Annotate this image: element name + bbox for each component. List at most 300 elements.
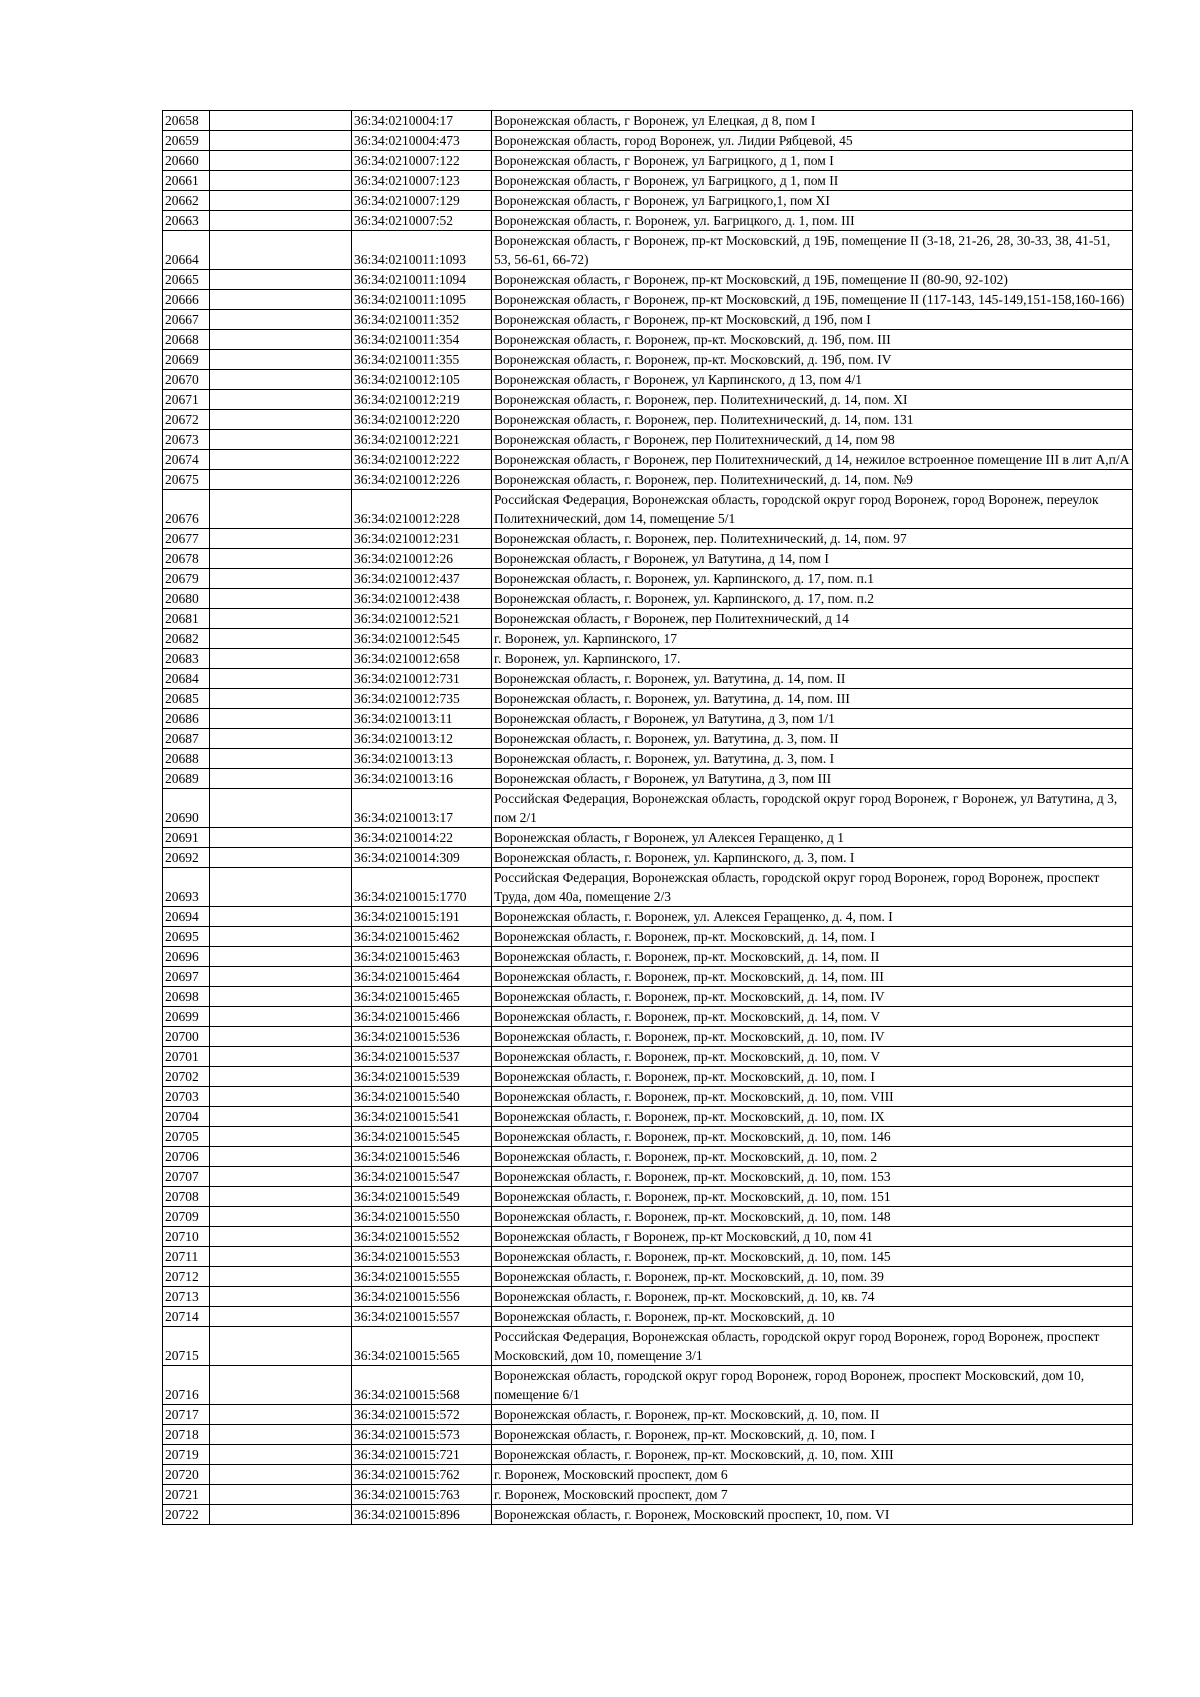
cadastral-number-cell: 36:34:0210013:16: [352, 769, 492, 789]
cadastral-number-cell: 36:34:0210015:462: [352, 927, 492, 947]
table-row: [163, 669, 1133, 689]
cadastral-number-cell: 36:34:0210011:354: [352, 330, 492, 350]
table-row: [163, 1505, 1133, 1525]
row-number-cell: 20706: [163, 1147, 210, 1167]
empty-cell: [210, 1505, 352, 1525]
row-number-cell: 20689: [163, 769, 210, 789]
address-cell: Воронежская область, г. Воронеж, пр-кт. Московский, д. 10, пом. XIII: [492, 1445, 1133, 1465]
row-number-cell: 20713: [163, 1287, 210, 1307]
cadastral-number-cell: 36:34:0210015:565: [352, 1327, 492, 1366]
row-number-cell: 20669: [163, 350, 210, 370]
address-cell: Воронежская область, г. Воронеж, пр-кт. Московский, д. 19б, пом. IV: [492, 350, 1133, 370]
address-cell: Воронежская область, г. Воронеж, пер. Политехнический, д. 14, пом. 131: [492, 410, 1133, 430]
table-row: [163, 828, 1133, 848]
row-number-cell: 20668: [163, 330, 210, 350]
table-row: [163, 549, 1133, 569]
row-number-cell: 20691: [163, 828, 210, 848]
table-row: [163, 450, 1133, 470]
row-number-cell: 20707: [163, 1167, 210, 1187]
cadastral-number-cell: 36:34:0210015:896: [352, 1505, 492, 1525]
row-number-cell: 20718: [163, 1425, 210, 1445]
empty-cell: [210, 330, 352, 350]
row-number-cell: 20699: [163, 1007, 210, 1027]
row-number-cell: 20711: [163, 1247, 210, 1267]
cadastral-number-cell: 36:34:0210013:13: [352, 749, 492, 769]
table-row: [163, 1007, 1133, 1027]
row-number-cell: 20673: [163, 430, 210, 450]
cadastral-number-cell: 36:34:0210015:762: [352, 1465, 492, 1485]
table-row: [163, 927, 1133, 947]
table-row: [163, 1127, 1133, 1147]
table-row: [163, 629, 1133, 649]
row-number-cell: 20677: [163, 529, 210, 549]
cadastral-number-cell: 36:34:0210015:549: [352, 1187, 492, 1207]
table-row: [163, 749, 1133, 769]
cadastral-number-cell: 36:34:0210004:17: [352, 111, 492, 131]
row-number-cell: 20665: [163, 270, 210, 290]
address-cell: Воронежская область, г. Воронеж, пр-кт. Московский, д. 10, пом. 151: [492, 1187, 1133, 1207]
row-number-cell: 20686: [163, 709, 210, 729]
cadastral-number-cell: 36:34:0210012:226: [352, 470, 492, 490]
cadastral-number-cell: 36:34:0210012:221: [352, 430, 492, 450]
empty-cell: [210, 450, 352, 470]
empty-cell: [210, 927, 352, 947]
cadastral-number-cell: 36:34:0210012:222: [352, 450, 492, 470]
table-row: [163, 589, 1133, 609]
cadastral-number-cell: 36:34:0210011:355: [352, 350, 492, 370]
cadastral-number-cell: 36:34:0210012:731: [352, 669, 492, 689]
address-cell: Воронежская область, г. Воронеж, ул. Карпинского, д. 17, пом. п.2: [492, 589, 1133, 609]
table-row: [163, 907, 1133, 927]
empty-cell: [210, 907, 352, 927]
row-number-cell: 20660: [163, 151, 210, 171]
cadastral-number-cell: 36:34:0210013:11: [352, 709, 492, 729]
address-cell: Воронежская область, город Воронеж, ул. Лидии Рябцевой, 45: [492, 131, 1133, 151]
cadastral-number-cell: 36:34:0210015:541: [352, 1107, 492, 1127]
cadastral-number-cell: 36:34:0210015:572: [352, 1405, 492, 1425]
cadastral-number-cell: 36:34:0210015:721: [352, 1445, 492, 1465]
table-row: [163, 330, 1133, 350]
cadastral-number-cell: 36:34:0210012:545: [352, 629, 492, 649]
empty-cell: [210, 1366, 352, 1405]
cadastral-number-cell: 36:34:0210014:22: [352, 828, 492, 848]
table-row: [163, 689, 1133, 709]
table-row: [163, 1147, 1133, 1167]
table-row: [163, 211, 1133, 231]
table-row: [163, 1327, 1133, 1366]
table-row: [163, 1465, 1133, 1485]
empty-cell: [210, 609, 352, 629]
address-cell: Воронежская область, г. Воронеж, ул. Алексея Геращенко, д. 4, пом. I: [492, 907, 1133, 927]
address-cell: Воронежская область, г. Воронеж, ул. Багрицкого, д. 1, пом. III: [492, 211, 1133, 231]
row-number-cell: 20682: [163, 629, 210, 649]
row-number-cell: 20694: [163, 907, 210, 927]
table-row: [163, 1267, 1133, 1287]
table-row: [163, 151, 1133, 171]
cadastral-number-cell: 36:34:0210012:521: [352, 609, 492, 629]
address-cell: Воронежская область, г. Воронеж, пр-кт. Московский, д. 14, пом. I: [492, 927, 1133, 947]
row-number-cell: 20692: [163, 848, 210, 868]
empty-cell: [210, 709, 352, 729]
empty-cell: [210, 231, 352, 270]
address-cell: Российская Федерация, Воронежская область, городской округ город Воронеж, город Воронеж, проспект Труда, дом 40а, помещение 2/3: [492, 868, 1133, 907]
row-number-cell: 20708: [163, 1187, 210, 1207]
empty-cell: [210, 769, 352, 789]
row-number-cell: 20702: [163, 1067, 210, 1087]
cadastral-number-cell: 36:34:0210011:352: [352, 310, 492, 330]
empty-cell: [210, 828, 352, 848]
cadastral-number-cell: 36:34:0210012:219: [352, 390, 492, 410]
cadastral-number-cell: 36:34:0210015:556: [352, 1287, 492, 1307]
cadastral-number-cell: 36:34:0210015:545: [352, 1127, 492, 1147]
table-row: [163, 789, 1133, 828]
cadastral-number-cell: 36:34:0210015:1770: [352, 868, 492, 907]
table-row: [163, 270, 1133, 290]
empty-cell: [210, 290, 352, 310]
cadastral-number-cell: 36:34:0210011:1095: [352, 290, 492, 310]
address-cell: Воронежская область, г. Воронеж, пр-кт. Московский, д. 10, пом. IV: [492, 1027, 1133, 1047]
empty-cell: [210, 191, 352, 211]
table-row: [163, 1027, 1133, 1047]
empty-cell: [210, 848, 352, 868]
table-row: [163, 649, 1133, 669]
table-row: [163, 1107, 1133, 1127]
row-number-cell: 20719: [163, 1445, 210, 1465]
cadastral-number-cell: 36:34:0210012:26: [352, 549, 492, 569]
address-cell: Воронежская область, г Воронеж, пр-кт Московский, д 19Б, помещение II (3-18, 21-26, 28, 30-33, 38, 41-51, 53, 56-61, 66-72): [492, 231, 1133, 270]
address-cell: Воронежская область, г. Воронеж, пр-кт. Московский, д. 10, пом. 39: [492, 1267, 1133, 1287]
empty-cell: [210, 689, 352, 709]
address-cell: г. Воронеж, Московский проспект, дом 6: [492, 1465, 1133, 1485]
address-cell: Воронежская область, г. Воронеж, пр-кт. Московский, д. 10, пом. 148: [492, 1207, 1133, 1227]
row-number-cell: 20716: [163, 1366, 210, 1405]
cadastral-number-cell: 36:34:0210012:231: [352, 529, 492, 549]
empty-cell: [210, 211, 352, 231]
address-cell: Воронежская область, г. Воронеж, пр-кт. Московский, д. 10, пом. IX: [492, 1107, 1133, 1127]
empty-cell: [210, 270, 352, 290]
cadastral-number-cell: 36:34:0210015:568: [352, 1366, 492, 1405]
row-number-cell: 20690: [163, 789, 210, 828]
row-number-cell: 20717: [163, 1405, 210, 1425]
table-row: [163, 1485, 1133, 1505]
cadastral-number-cell: 36:34:0210004:473: [352, 131, 492, 151]
address-cell: Воронежская область, г. Воронеж, ул. Ватутина, д. 14, пом. III: [492, 689, 1133, 709]
address-cell: Воронежская область, г Воронеж, пер Политехнический, д 14, нежилое встроенное помещение III в лит А,п/А: [492, 450, 1133, 470]
empty-cell: [210, 549, 352, 569]
row-number-cell: 20685: [163, 689, 210, 709]
row-number-cell: 20687: [163, 729, 210, 749]
cadastral-number-cell: 36:34:0210012:438: [352, 589, 492, 609]
empty-cell: [210, 729, 352, 749]
cadastral-number-cell: 36:34:0210007:52: [352, 211, 492, 231]
row-number-cell: 20695: [163, 927, 210, 947]
empty-cell: [210, 131, 352, 151]
empty-cell: [210, 1445, 352, 1465]
empty-cell: [210, 1007, 352, 1027]
cadastral-number-cell: 36:34:0210013:12: [352, 729, 492, 749]
table-row: [163, 171, 1133, 191]
empty-cell: [210, 1405, 352, 1425]
row-number-cell: 20698: [163, 987, 210, 1007]
row-number-cell: 20722: [163, 1505, 210, 1525]
row-number-cell: 20667: [163, 310, 210, 330]
address-cell: Воронежская область, г. Воронеж, ул. Карпинского, д. 17, пом. п.1: [492, 569, 1133, 589]
table-row: [163, 1047, 1133, 1067]
address-cell: Воронежская область, г. Воронеж, пр-кт. Московский, д. 19б, пом. III: [492, 330, 1133, 350]
row-number-cell: 20688: [163, 749, 210, 769]
empty-cell: [210, 1267, 352, 1287]
address-cell: Воронежская область, г. Воронеж, пер. Политехнический, д. 14, пом. XI: [492, 390, 1133, 410]
row-number-cell: 20676: [163, 490, 210, 529]
table-row: [163, 1207, 1133, 1227]
cadastral-number-cell: 36:34:0210015:553: [352, 1247, 492, 1267]
address-cell: г. Воронеж, ул. Карпинского, 17.: [492, 649, 1133, 669]
address-cell: Воронежская область, г Воронеж, ул Багрицкого,1, пом XI: [492, 191, 1133, 211]
empty-cell: [210, 1247, 352, 1267]
table-row: [163, 290, 1133, 310]
cadastral-number-cell: 36:34:0210007:122: [352, 151, 492, 171]
address-cell: Воронежская область, г Воронеж, пр-кт Московский, д 19б, пом I: [492, 310, 1133, 330]
table-row: [163, 848, 1133, 868]
address-cell: Воронежская область, г. Воронеж, ул. Ватутина, д. 3, пом. I: [492, 749, 1133, 769]
empty-cell: [210, 410, 352, 430]
row-number-cell: 20659: [163, 131, 210, 151]
cadastral-number-cell: 36:34:0210015:464: [352, 967, 492, 987]
row-number-cell: 20709: [163, 1207, 210, 1227]
table-row: [163, 231, 1133, 270]
address-cell: Воронежская область, г Воронеж, ул Ватутина, д 3, пом III: [492, 769, 1133, 789]
table-row: [163, 987, 1133, 1007]
row-number-cell: 20678: [163, 549, 210, 569]
row-number-cell: 20679: [163, 569, 210, 589]
empty-cell: [210, 649, 352, 669]
empty-cell: [210, 589, 352, 609]
address-cell: Воронежская область, г. Воронеж, пр-кт. Московский, д. 10, пом. I: [492, 1425, 1133, 1445]
cadastral-number-cell: 36:34:0210012:105: [352, 370, 492, 390]
table-row: [163, 1067, 1133, 1087]
row-number-cell: 20705: [163, 1127, 210, 1147]
cadastral-number-cell: 36:34:0210015:555: [352, 1267, 492, 1287]
cadastral-number-cell: 36:34:0210015:573: [352, 1425, 492, 1445]
table-row: [163, 569, 1133, 589]
registry-table: [162, 110, 1133, 1525]
address-cell: Воронежская область, г Воронеж, пр-кт Московский, д 10, пом 41: [492, 1227, 1133, 1247]
row-number-cell: 20714: [163, 1307, 210, 1327]
empty-cell: [210, 1287, 352, 1307]
table-row: [163, 131, 1133, 151]
address-cell: Воронежская область, г Воронеж, ул Багрицкого, д 1, пом I: [492, 151, 1133, 171]
cadastral-number-cell: 36:34:0210015:540: [352, 1087, 492, 1107]
cadastral-number-cell: 36:34:0210012:437: [352, 569, 492, 589]
address-cell: Воронежская область, г Воронеж, пер Политехнический, д 14: [492, 609, 1133, 629]
row-number-cell: 20670: [163, 370, 210, 390]
row-number-cell: 20696: [163, 947, 210, 967]
table-row: [163, 1366, 1133, 1405]
table-row: [163, 430, 1133, 450]
table-row: [163, 1405, 1133, 1425]
cadastral-number-cell: 36:34:0210015:537: [352, 1047, 492, 1067]
empty-cell: [210, 749, 352, 769]
table-row: [163, 967, 1133, 987]
address-cell: Воронежская область, г Воронеж, ул Багрицкого, д 1, пом II: [492, 171, 1133, 191]
table-row: [163, 1167, 1133, 1187]
table-row: [163, 490, 1133, 529]
address-cell: Воронежская область, г. Воронеж, пр-кт. Московский, д. 10, кв. 74: [492, 1287, 1133, 1307]
address-cell: Воронежская область, г. Воронеж, пр-кт. Московский, д. 10, пом. V: [492, 1047, 1133, 1067]
address-cell: Воронежская область, г Воронеж, ул Ватутина, д 14, пом I: [492, 549, 1133, 569]
table-row: [163, 1445, 1133, 1465]
row-number-cell: 20664: [163, 231, 210, 270]
address-cell: Воронежская область, г Воронеж, ул Карпинского, д 13, пом 4/1: [492, 370, 1133, 390]
address-cell: Воронежская область, г Воронеж, пр-кт Московский, д 19Б, помещение II (80-90, 92-102): [492, 270, 1133, 290]
address-cell: Воронежская область, г. Воронеж, пр-кт. Московский, д. 14, пом. II: [492, 947, 1133, 967]
address-cell: Воронежская область, г. Воронеж, пр-кт. Московский, д. 14, пом. IV: [492, 987, 1133, 1007]
row-number-cell: 20681: [163, 609, 210, 629]
empty-cell: [210, 1307, 352, 1327]
empty-cell: [210, 1207, 352, 1227]
row-number-cell: 20675: [163, 470, 210, 490]
address-cell: Воронежская область, г. Воронеж, пер. Политехнический, д. 14, пом. №9: [492, 470, 1133, 490]
cadastral-number-cell: 36:34:0210015:552: [352, 1227, 492, 1247]
table-row: [163, 769, 1133, 789]
cadastral-number-cell: 36:34:0210015:547: [352, 1167, 492, 1187]
row-number-cell: 20712: [163, 1267, 210, 1287]
empty-cell: [210, 1227, 352, 1247]
row-number-cell: 20671: [163, 390, 210, 410]
empty-cell: [210, 569, 352, 589]
empty-cell: [210, 370, 352, 390]
row-number-cell: 20700: [163, 1027, 210, 1047]
cadastral-number-cell: 36:34:0210014:309: [352, 848, 492, 868]
address-cell: Воронежская область, г. Воронеж, ул. Карпинского, д. 3, пом. I: [492, 848, 1133, 868]
empty-cell: [210, 868, 352, 907]
table-row: [163, 729, 1133, 749]
table-row: [163, 1087, 1133, 1107]
cadastral-number-cell: 36:34:0210007:129: [352, 191, 492, 211]
cadastral-number-cell: 36:34:0210015:539: [352, 1067, 492, 1087]
cadastral-number-cell: 36:34:0210015:465: [352, 987, 492, 1007]
address-cell: Воронежская область, г Воронеж, пер Политехнический, д 14, пом 98: [492, 430, 1133, 450]
address-cell: Воронежская область, г. Воронеж, пр-кт. Московский, д. 10, пом. 153: [492, 1167, 1133, 1187]
row-number-cell: 20701: [163, 1047, 210, 1067]
empty-cell: [210, 947, 352, 967]
cadastral-number-cell: 36:34:0210011:1094: [352, 270, 492, 290]
cadastral-number-cell: 36:34:0210011:1093: [352, 231, 492, 270]
address-cell: Воронежская область, г. Воронеж, пер. Политехнический, д. 14, пом. 97: [492, 529, 1133, 549]
address-cell: Российская Федерация, Воронежская область, городской округ город Воронеж, город Воронеж, проспект Московский, дом 10, помещение 3/1: [492, 1327, 1133, 1366]
table-row: [163, 1425, 1133, 1445]
address-cell: Воронежская область, г. Воронеж, пр-кт. Московский, д. 10, пом. 145: [492, 1247, 1133, 1267]
empty-cell: [210, 1047, 352, 1067]
cadastral-number-cell: 36:34:0210015:463: [352, 947, 492, 967]
cadastral-number-cell: 36:34:0210015:191: [352, 907, 492, 927]
empty-cell: [210, 1027, 352, 1047]
address-cell: Воронежская область, г. Воронеж, ул. Ватутина, д. 3, пом. II: [492, 729, 1133, 749]
cadastral-number-cell: 36:34:0210007:123: [352, 171, 492, 191]
address-cell: Воронежская область, г. Воронеж, пр-кт. Московский, д. 10, пом. VIII: [492, 1087, 1133, 1107]
cadastral-number-cell: 36:34:0210015:536: [352, 1027, 492, 1047]
address-cell: Воронежская область, городской округ город Воронеж, город Воронеж, проспект Московский, дом 10, помещение 6/1: [492, 1366, 1133, 1405]
row-number-cell: 20721: [163, 1485, 210, 1505]
empty-cell: [210, 470, 352, 490]
cadastral-number-cell: 36:34:0210015:550: [352, 1207, 492, 1227]
cadastral-number-cell: 36:34:0210015:763: [352, 1485, 492, 1505]
empty-cell: [210, 1485, 352, 1505]
empty-cell: [210, 789, 352, 828]
table-row: [163, 1187, 1133, 1207]
empty-cell: [210, 529, 352, 549]
empty-cell: [210, 430, 352, 450]
row-number-cell: 20704: [163, 1107, 210, 1127]
table-row: [163, 390, 1133, 410]
empty-cell: [210, 1465, 352, 1485]
empty-cell: [210, 151, 352, 171]
table-row: [163, 370, 1133, 390]
table-row: [163, 1307, 1133, 1327]
cadastral-number-cell: 36:34:0210013:17: [352, 789, 492, 828]
empty-cell: [210, 629, 352, 649]
table-row: [163, 1227, 1133, 1247]
table-row: [163, 1247, 1133, 1267]
row-number-cell: 20710: [163, 1227, 210, 1247]
empty-cell: [210, 1127, 352, 1147]
cadastral-number-cell: 36:34:0210012:228: [352, 490, 492, 529]
row-number-cell: 20683: [163, 649, 210, 669]
empty-cell: [210, 1425, 352, 1445]
row-number-cell: 20697: [163, 967, 210, 987]
address-cell: Воронежская область, г. Воронеж, пр-кт. Московский, д. 14, пом. V: [492, 1007, 1133, 1027]
empty-cell: [210, 987, 352, 1007]
empty-cell: [210, 171, 352, 191]
address-cell: Воронежская область, г. Воронеж, пр-кт. Московский, д. 10, пом. 146: [492, 1127, 1133, 1147]
empty-cell: [210, 1147, 352, 1167]
row-number-cell: 20693: [163, 868, 210, 907]
cadastral-number-cell: 36:34:0210012:220: [352, 410, 492, 430]
table-row: [163, 868, 1133, 907]
empty-cell: [210, 111, 352, 131]
address-cell: Воронежская область, г Воронеж, ул Алексея Геращенко, д 1: [492, 828, 1133, 848]
address-cell: Воронежская область, г. Воронеж, ул. Ватутина, д. 14, пом. II: [492, 669, 1133, 689]
table-row: [163, 350, 1133, 370]
cadastral-number-cell: 36:34:0210015:546: [352, 1147, 492, 1167]
row-number-cell: 20680: [163, 589, 210, 609]
empty-cell: [210, 669, 352, 689]
table-row: [163, 529, 1133, 549]
empty-cell: [210, 1067, 352, 1087]
empty-cell: [210, 1167, 352, 1187]
address-cell: Воронежская область, г. Воронеж, Московский проспект, 10, пом. VI: [492, 1505, 1133, 1525]
row-number-cell: 20684: [163, 669, 210, 689]
empty-cell: [210, 310, 352, 330]
empty-cell: [210, 967, 352, 987]
row-number-cell: 20658: [163, 111, 210, 131]
empty-cell: [210, 1107, 352, 1127]
table-row: [163, 1287, 1133, 1307]
table-row: [163, 947, 1133, 967]
row-number-cell: 20672: [163, 410, 210, 430]
cadastral-number-cell: 36:34:0210012:735: [352, 689, 492, 709]
cadastral-number-cell: 36:34:0210012:658: [352, 649, 492, 669]
address-cell: Воронежская область, г. Воронеж, пр-кт. Московский, д. 10, пом. I: [492, 1067, 1133, 1087]
address-cell: Воронежская область, г. Воронеж, пр-кт. Московский, д. 10, пом. II: [492, 1405, 1133, 1425]
row-number-cell: 20674: [163, 450, 210, 470]
address-cell: Российская Федерация, Воронежская область, городской округ город Воронеж, город Воронеж, переулок Политехнический, дом 14, помещение 5/1: [492, 490, 1133, 529]
registry-table-body: [163, 111, 1133, 1525]
row-number-cell: 20663: [163, 211, 210, 231]
row-number-cell: 20662: [163, 191, 210, 211]
row-number-cell: 20720: [163, 1465, 210, 1485]
empty-cell: [210, 1087, 352, 1107]
